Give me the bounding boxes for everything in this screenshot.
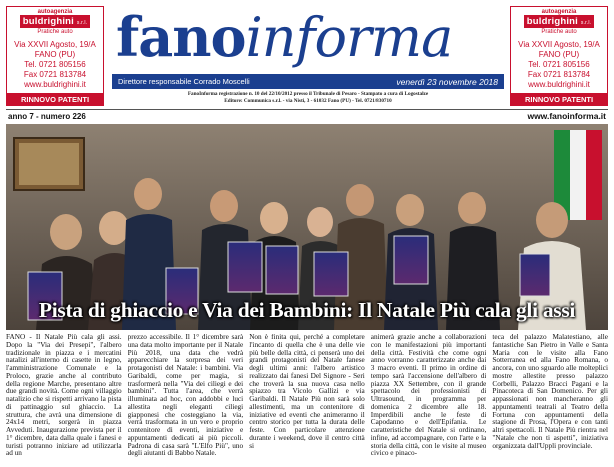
website-link[interactable]: www.fanoinforma.it xyxy=(527,111,606,121)
director-bar xyxy=(112,74,504,89)
ad-top-label: autoagenzia xyxy=(541,9,577,15)
ad-address: Via XXVII Agosto, 19/A xyxy=(14,40,96,49)
article-paragraph: animerà grazie anche a collaborazioni con le manifestazioni più importanti della città. Festività che come ogni anno vorranno caratterizzate anche dai 3 macro eventi. Il primo in ordine di tempo sarà l'accensione dell'albero di piazza XX Settembre, con il grande spettacolo dei professionisti di Ultrasound, in programma per domenica 2 dicembre alle 18. Imperdibili anche le feste di Capodanno e dell'Epifania. Le caratteristiche del Natale si ordinano, infine, ad accompagnare, con l'arte e la storia della città, con le visite al museo civico e pinaco- xyxy=(370,334,487,458)
header-divider xyxy=(6,109,608,110)
ad-right[interactable] xyxy=(510,6,608,106)
registration-line: FanoInforma registrazione n. 10 del 22/10/2012 presso il Tribunale di Pesaro - Stampato a cura di Logostalze xyxy=(187,91,429,97)
ad-brand-name: buldrighini xyxy=(526,16,579,27)
ad-banner: RINNOVO PATENTI xyxy=(510,93,608,106)
ad-city: FANO (PU) xyxy=(538,50,580,59)
flag-white xyxy=(570,130,586,220)
ad-subtitle: Pratiche auto xyxy=(37,29,73,35)
article-column-2 xyxy=(128,334,244,467)
article-paragraph: teca del palazzo Malatestiano, alle fantastiche San Pietro in Valle e Santa Maria con le visite alla Fano Sotterranea ed alla Fano Romana, o ancora, con uno sguardo alle molteplici mostre allestite presso palazzo Corbelli, Palazzo Bracci Pagani e la Pinacoteca di San Domenico. Per gli appassionati non mancheranno gli appuntamenti teatrali al Teatro della Fortuna con appuntamenti della stagione di Prosa, l'Opera e con tanti altri spettacoli. Il Natale Più rientra nel "Natale che non ti aspetti", iniziativa organizzata dall'Uppli provinciale. xyxy=(492,334,608,450)
flag-red xyxy=(586,130,602,220)
painting-canvas xyxy=(19,143,79,185)
ad-brand-name: buldrighini xyxy=(22,16,75,27)
issue-number: anno 7 - numero 226 xyxy=(8,112,86,121)
article-column-3 xyxy=(249,334,365,467)
logo-part-informa: informa xyxy=(245,6,453,69)
masthead xyxy=(112,2,504,74)
article-column-4 xyxy=(371,334,487,467)
main-headline[interactable]: Pista di ghiaccio e Via dei Bambini: Il Natale Più cala gli assi xyxy=(38,298,576,322)
director-credit: Direttore responsabile Corrado Moscelli xyxy=(118,77,250,86)
ad-address: Via XXVII Agosto, 19/A xyxy=(518,40,600,49)
ad-banner: RINNOVO PATENTI xyxy=(6,93,104,106)
ad-brand xyxy=(524,15,595,28)
ad-fax: Fax 0721 813784 xyxy=(23,70,87,79)
editor-line: Editore: Communica s.r.l. - via Nisti, 3 - 61032 Fano (PU) - Tel. 0721/830710 xyxy=(224,98,392,104)
ad-top-label: autoagenzia xyxy=(37,9,73,15)
newspaper-logo[interactable] xyxy=(116,6,452,69)
article-paragraph: prezzo accessibile. Il 1° dicembre sarà una data molto importante per il Natale Più 2018, una data che vedrà apparecchiare la sorpresa dei veri protagonisti del Natale: i bambini. Via Garibaldi, come per magia, si trasformerà nella "Via dei ciliegi e dei bambini". Tutta l'area, che verrà illuminata ad hoc, con addobbi e luci allestita negli eleganti ciliegi giapponesi che costeggiano la via, verrà trasformata in un vero e proprio contenitore di eventi, iniziative e appuntamenti dedicati ai più piccoli. Padrona di casa sarà "L'Elfo Più", uno degli aiutanti di Babbo Natale. xyxy=(127,334,244,458)
ad-brand xyxy=(20,15,91,28)
article-column-1 xyxy=(6,334,122,467)
logo-part-fano: fano xyxy=(116,5,246,69)
ad-brand-suffix: s.r.l. xyxy=(580,20,592,26)
article-paragraph: Non è finita qui, perché a completare l'incanto di quella che è una delle vie più belle della città, ci penserà uno dei grandi protagonisti del Natale fanese degli ultimi anni: l'albero artistico realizzato dai fanesi Del Signore - Seri che troverà la sua nuova casa nello spiazzo tra Vicolo Gallizi e via Garibaldi. Il Natale Più non sarà solo allestimenti, ma un contenitore di iniziative ed eventi che animeranno il centro storico per tutta la durata delle feste. Con particolare attenzione durante i weekend, dove il centro città si xyxy=(249,334,365,450)
article-paragraph: FANO - Il Natale Più cala gli assi. Dopo la "Via dei Presepi", l'albero tradizionale in piazza e i mercatini natalizi all'interno di casette in legno, l'amministrazione Comunale e la Proloco, grazie anche al contributo della regione Marche, presentano altre due grandi novità. Come ogni villaggio natalizio che si rispetti arrivano la pista di pattinaggio sul ghiaccio. La struttura, che avrà una dimensione di 24x14 metri, sorgerà in piazza Avveduti. Inaugurazione prevista per il 1° dicembre, data dalla quale i fanesi e turisti potranno iniziare ad utilizzarla ad un xyxy=(6,334,122,458)
ad-fax: Fax 0721 813784 xyxy=(527,70,591,79)
ad-city: FANO (PU) xyxy=(34,50,76,59)
ad-left[interactable] xyxy=(6,6,104,106)
ad-brand-suffix: s.r.l. xyxy=(76,20,88,26)
article-column-5 xyxy=(492,334,608,467)
ad-tel: Tel. 0721 805156 xyxy=(528,60,590,69)
ad-subtitle: Pratiche auto xyxy=(541,29,577,35)
ad-web[interactable]: www.buldrighini.it xyxy=(528,80,590,89)
ad-tel: Tel. 0721 805156 xyxy=(24,60,86,69)
ad-web[interactable]: www.buldrighini.it xyxy=(24,80,86,89)
article-body xyxy=(6,334,608,467)
issue-date: venerdì 23 novembre 2018 xyxy=(396,76,498,87)
